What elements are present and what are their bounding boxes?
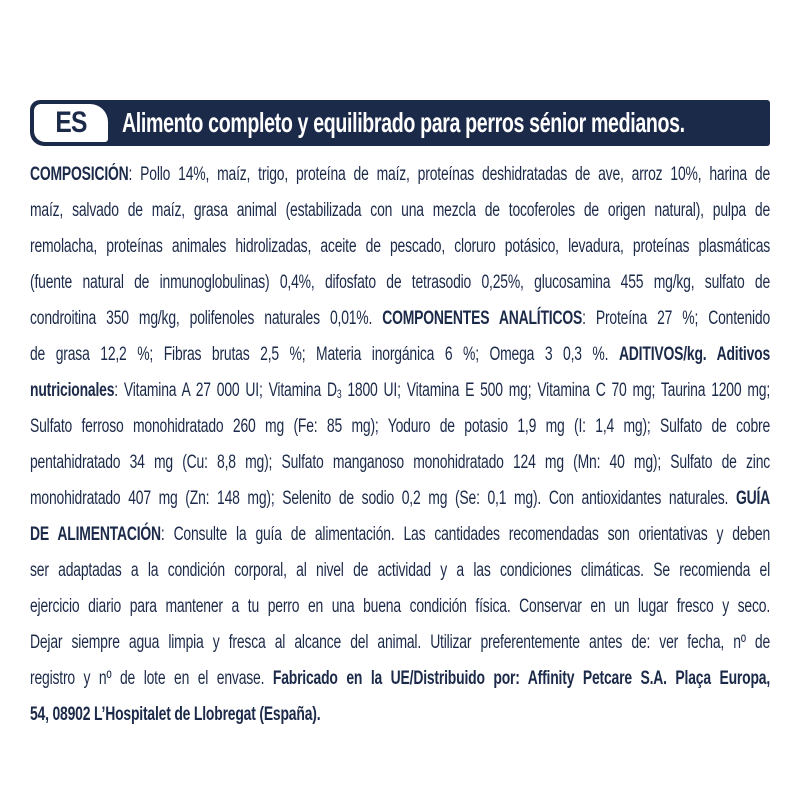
bold-text-segment: Fabricado en la UE/Distribuido por: Affinity Petcare S.A. Plaça Europa,: [272, 668, 771, 689]
bold-text-segment: ADITIVOS/kg. Aditivos: [618, 344, 771, 365]
label-line: [30, 481, 770, 517]
text-segment: Dejar siempre agua limpia y fresca al alcance del animal. Utilizar preferentemente antes de: ver fecha, nº de: [30, 632, 771, 653]
text-segment: monohidratado 407 mg (Zn: 148 mg); Selenito de sodio 0,2 mg (Se: 0,1 mg). Con antioxidantes naturales.: [30, 488, 736, 509]
label-line: [30, 589, 770, 625]
text-segment: maíz, salvado de maíz, grasa animal (estabilizada con una mezcla de tocoferoles de origen natural), pulpa de: [30, 200, 771, 221]
label-line: [30, 553, 770, 589]
text-segment: pentahidratado 34 mg (Cu: 8,8 mg); Sulfato manganoso monohidratado 124 mg (Mn: 40 mg); Sulfato de zinc: [30, 452, 771, 473]
language-tag: [34, 104, 108, 142]
text-segment: (fuente natural de inmunoglobulinas) 0,4%, difosfato de tetrasodio 0,25%, glucosamina 455 mg/kg, sulfato de: [30, 272, 771, 293]
bold-text-segment: DE ALIMENTACIÓN: [30, 524, 161, 545]
label-line: [30, 445, 770, 481]
text-segment: de grasa 12,2 %; Fibras brutas 2,5 %; Materia inorgánica 6 %; Omega 3 0,3 %.: [30, 344, 619, 365]
label-line: [30, 157, 770, 193]
bold-text-segment: GUÍA: [735, 488, 771, 509]
text-segment: : Pollo 14%, maíz, trigo, proteína de maíz, proteínas deshidratadas de ave, arroz 10%, harina de: [128, 164, 771, 185]
header-title-wrap: [122, 100, 768, 146]
product-claim-title: Alimento completo y equilibrado para perros sénior medianos.: [122, 107, 685, 138]
text-segment: Sulfato ferroso monohidratado 260 mg (Fe: 85 mg); Yoduro de potasio 1,9 mg (I: 1,4 mg); Sulfato de cobre: [30, 416, 771, 437]
bold-text-segment: COMPONENTES ANALÍTICOS: [382, 308, 583, 329]
bold-text-segment: 54, 08902 L’Hospitalet de Llobregat (España).: [30, 704, 321, 725]
text-segment: registro y nº de lote en el envase.: [30, 668, 273, 689]
text-segment: 1800 UI; Vitamina E 500 mg; Vitamina C 70 mg; Taurina 1200 mg;: [341, 380, 771, 401]
label-line: [30, 193, 770, 229]
label-line: [30, 337, 770, 373]
text-segment: : Proteína 27 %; Contenido: [582, 308, 771, 329]
label-line: [30, 697, 770, 733]
label-line: [30, 301, 770, 337]
text-segment: : Consulte la guía de alimentación. Las cantidades recomendadas son orientativas y deben: [160, 524, 771, 545]
label-line: [30, 625, 770, 661]
text-segment: remolacha, proteínas animales hidrolizadas, aceite de pescado, cloruro potásico, levadura, proteínas plasmáticas: [30, 236, 771, 257]
text-segment: ser adaptadas a la condición corporal, al nivel de actividad y a las condiciones climáticas. Se recomienda el: [30, 560, 771, 581]
bold-text-segment: COMPOSICIÓN: [30, 164, 129, 185]
label-line: [30, 661, 770, 697]
label-line: [30, 265, 770, 301]
label-line: [30, 517, 770, 553]
text-segment: ejercicio diario para mantener a tu perro en una buena condición física. Conservar en un lugar fresco y seco.: [30, 596, 771, 617]
label-line: [30, 409, 770, 445]
label-text-block: [30, 157, 770, 733]
label-line: [30, 229, 770, 265]
language-code: ES: [55, 106, 87, 139]
text-segment: condroitina 350 mg/kg, polifenoles naturales 0,01%.: [30, 308, 383, 329]
language-header-bar: [30, 100, 770, 146]
subscript-text-segment: 3: [336, 388, 342, 402]
bold-text-segment: nutricionales: [30, 380, 115, 401]
label-line: [30, 373, 770, 409]
text-segment: : Vitamina A 27 000 UI; Vitamina D: [114, 380, 337, 401]
